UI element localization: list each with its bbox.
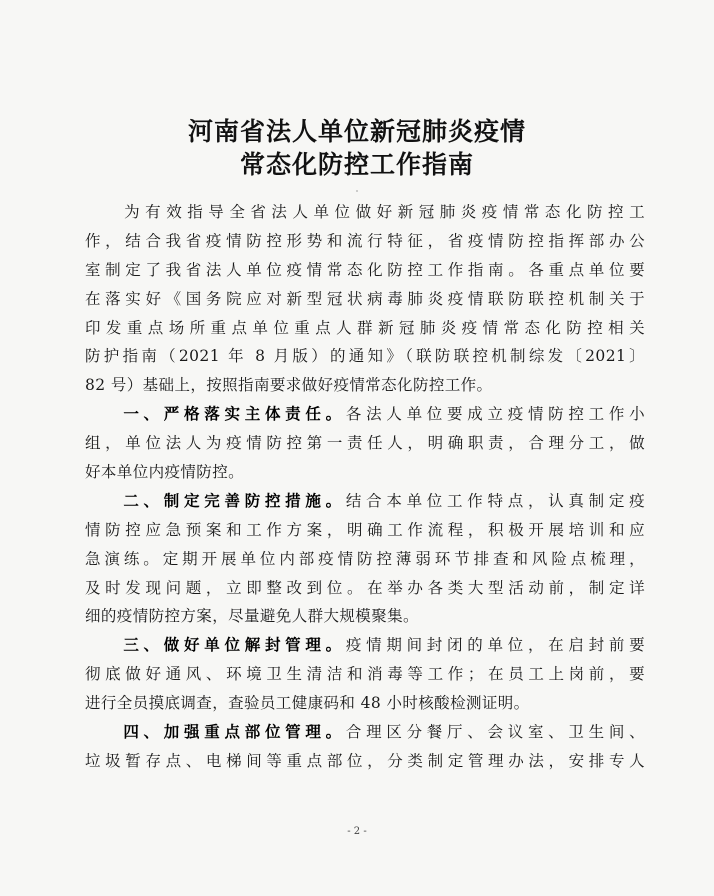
document-title-line-1: 河南省法人单位新冠肺炎疫情 <box>187 117 526 146</box>
section-1-line: 好本单位内疫情防控。 <box>85 463 245 482</box>
section-2-line: 二、制定完善防控措施。结合本单位工作特点，认真制定疫 <box>119 490 645 510</box>
section-3-heading: 三、做好单位解封管理。 <box>119 635 346 655</box>
intro-line: 在落实好《国务院应对新型冠状病毒肺炎疫情联防联控机制关于 <box>85 289 645 308</box>
section-2-line: 及时发现问题，立即整改到位。在举办各类大型活动前，制定详 <box>85 578 645 597</box>
section-2-line: 细的疫情防控方案，尽量避免人群大规模聚集。 <box>85 607 419 626</box>
section-2-line: 情防控应急预案和工作方案，明确工作流程，积极开展培训和应 <box>85 520 645 539</box>
section-1-line: 组，单位法人为疫情防控第一责任人，明确职责，合理分工，做 <box>85 434 645 453</box>
section-2-line: 急演练。定期开展单位内部疫情防控薄弱环节排查和风险点梳理， <box>85 549 645 568</box>
document-title-line-2: 常态化防控工作指南 <box>239 150 474 179</box>
section-3-line: 进行全员摸底调查，查验员工健康码和 48 小时核酸检测证明。 <box>85 694 530 713</box>
section-1-line: 一、严格落实主体责任。各法人单位要成立疫情防控工作小 <box>119 404 645 424</box>
page-number: - 2 - <box>347 826 367 837</box>
document-body <box>85 198 645 776</box>
section-3-line: 彻底做好通风、环境卫生清洁和消毒等工作；在员工上岗前，要 <box>85 665 645 684</box>
section-3-line: 三、做好单位解封管理。疫情期间封闭的单位，在启封前要 <box>119 635 645 655</box>
intro-line: 82 号）基础上，按照指南要求做好疫情常态化防控工作。 <box>85 376 493 395</box>
intro-line: 防护指南（2021 年 8 月版）的通知》（联防联控机制综发〔2021〕 <box>85 347 645 366</box>
intro-line: 室制定了我省法人单位疫情常态化防控工作指南。各重点单位要 <box>85 260 645 279</box>
section-4-heading: 四、加强重点部位管理。 <box>119 722 346 742</box>
section-4-line: 垃圾暂存点、电梯间等重点部位，分类制定管理办法，安排专人 <box>85 751 645 770</box>
intro-line: 作，结合我省疫情防控形势和流行特征，省疫情防控指挥部办公 <box>85 231 645 250</box>
section-2-heading: 二、制定完善防控措施。 <box>119 490 346 510</box>
intro-line: 印发重点场所重点单位重点人群新冠肺炎疫情常态化防控相关 <box>85 318 645 337</box>
intro-line: 为有效指导全省法人单位做好新冠肺炎疫情常态化防控工 <box>119 203 645 221</box>
section-4-line: 四、加强重点部位管理。合理区分餐厅、会议室、卫生间、 <box>119 722 645 742</box>
scan-speck <box>356 190 358 192</box>
section-1-heading: 一、严格落实主体责任。 <box>119 404 346 424</box>
